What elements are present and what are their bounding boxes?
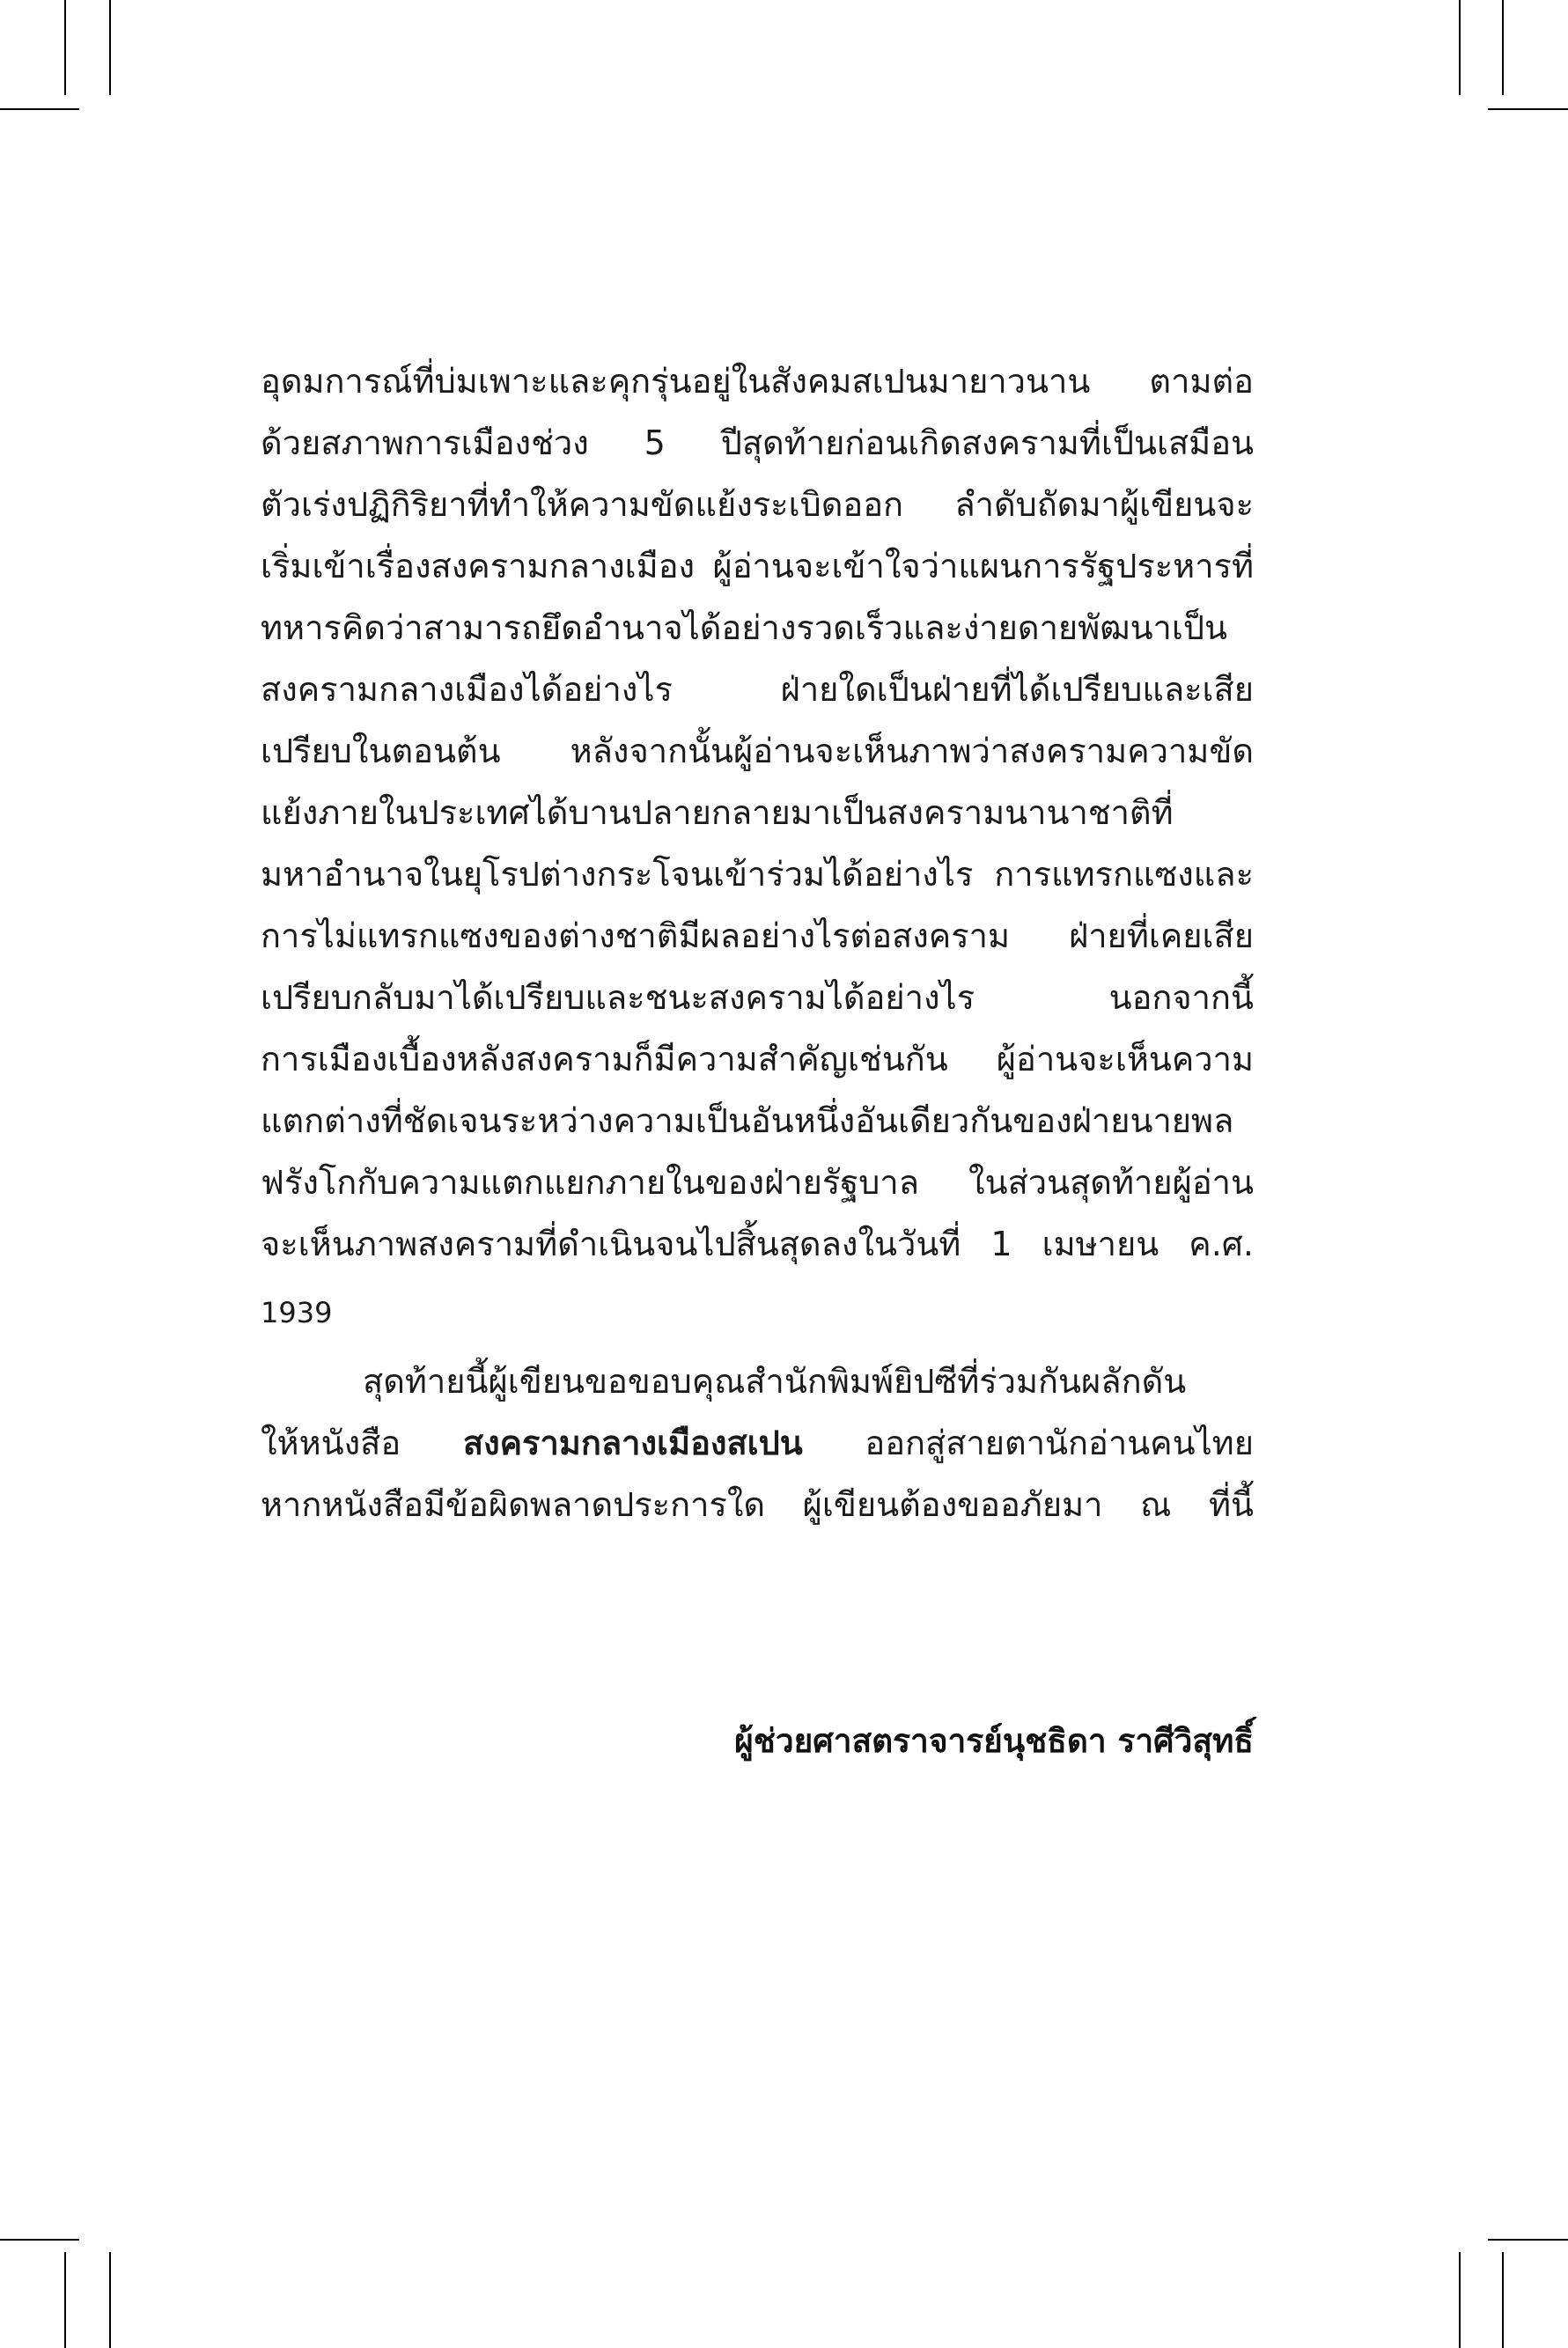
crop-mark-bottom-right-horizontal <box>1488 2239 1568 2241</box>
author-signature: ผู้ช่วยศาสตราจารย์นุชธิดา ราศีวิสุทธิ์ <box>734 1722 1254 1760</box>
crop-mark-bottom-left-horizontal <box>0 2239 79 2241</box>
crop-mark-top-right-horizontal <box>1488 108 1568 110</box>
text-line: เปรียบในตอนต้น หลังจากนั้นผู้อ่านจะเห็นภาพว่าสงครามความขัด <box>261 732 1254 770</box>
text-line: มหาอำนาจในยุโรปต่างกระโจนเข้าร่วมได้อย่างไร การแทรกแซงและ <box>261 855 1254 894</box>
crop-mark-bottom-right-vertical <box>1459 2252 1461 2348</box>
crop-mark-top-right-vertical <box>1459 0 1461 95</box>
text-line: การเมืองเบื้องหลังสงครามก็มีความสำคัญเช่นกัน ผู้อ่านจะเห็นความ <box>261 1040 1254 1078</box>
text-line: เริ่มเข้าเรื่องสงครามกลางเมือง ผู้อ่านจะเข้าใจว่าแผนการรัฐประหารที่ <box>261 547 1254 585</box>
paragraph-2 <box>261 1351 1254 1535</box>
text-line: สงครามกลางเมืองได้อย่างไร ฝ่ายใดเป็นฝ่ายที่ได้เปรียบและเสีย <box>261 670 1254 709</box>
crop-mark-bottom-left-vertical-inner <box>109 2252 111 2348</box>
crop-mark-bottom-right-vertical-inner <box>1502 2252 1504 2348</box>
crop-mark-top-right-vertical-inner <box>1502 0 1504 95</box>
text-line: แย้งภายในประเทศได้บานปลายกลายมาเป็นสงครามนานาชาติที่ <box>261 793 1174 832</box>
text-line: อุดมการณ์ที่บ่มเพาะและคุกรุ่นอยู่ในสังคมสเปนมายาวนาน ตามต่อ <box>261 362 1254 401</box>
text-line: การไม่แทรกแซงของต่างชาติมีผลอย่างไรต่อสงคราม ฝ่ายที่เคยเสีย <box>261 916 1254 955</box>
text-line: ตัวเร่งปฏิกิริยาที่ทำให้ความขัดแย้งระเบิดออก ลำดับถัดมาผู้เขียนจะ <box>261 485 1254 524</box>
text-line: แตกต่างที่ชัดเจนระหว่างความเป็นอันหนึ่งอันเดียวกันของฝ่ายนายพล <box>261 1101 1234 1140</box>
text-line: สุดท้ายนี้ผู้เขียนขอขอบคุณสำนักพิมพ์ยิปซีที่ร่วมกันผลักดัน <box>363 1362 1187 1401</box>
text-line-year: 1939 <box>261 1296 333 1329</box>
crop-mark-bottom-left-vertical <box>64 2252 66 2348</box>
text-line: ทหารคิดว่าสามารถยึดอำนาจได้อย่างรวดเร็วและง่ายดายพัฒนาเป็น <box>261 608 1227 647</box>
body-text <box>261 350 1254 1535</box>
text-line: หากหนังสือมีข้อผิดพลาดประการใด ผู้เขียนต้องขออภัยมา ณ ที่นี้ <box>261 1485 1254 1524</box>
text-line: ด้วยสภาพการเมืองช่วง 5 ปีสุดท้ายก่อนเกิดสงครามที่เป็นเสมือน <box>261 423 1254 462</box>
text-segment: ให้หนังสือ <box>261 1424 463 1462</box>
crop-mark-top-left-vertical <box>64 0 66 95</box>
text-line: จะเห็นภาพสงครามที่ดำเนินจนไปสิ้นสุดลงในวันที่ 1 เมษายน ค.ศ. <box>261 1225 1254 1263</box>
text-line: เปรียบกลับมาได้เปรียบและชนะสงครามได้อย่างไร นอกจากนี้ <box>261 978 1254 1017</box>
paragraph-1 <box>261 350 1254 1351</box>
crop-mark-top-left-vertical-inner <box>109 0 111 95</box>
crop-mark-top-left-horizontal <box>0 108 79 110</box>
text-segment: ออกสู่สายตานักอ่านคนไทย <box>802 1424 1255 1462</box>
text-line-with-title <box>261 1412 1254 1474</box>
book-title: สงครามกลางเมืองสเปน <box>462 1424 803 1462</box>
text-line: ฟรังโกกับความแตกแยกภายในของฝ่ายรัฐบาล ในส่วนสุดท้ายผู้อ่าน <box>261 1163 1254 1202</box>
